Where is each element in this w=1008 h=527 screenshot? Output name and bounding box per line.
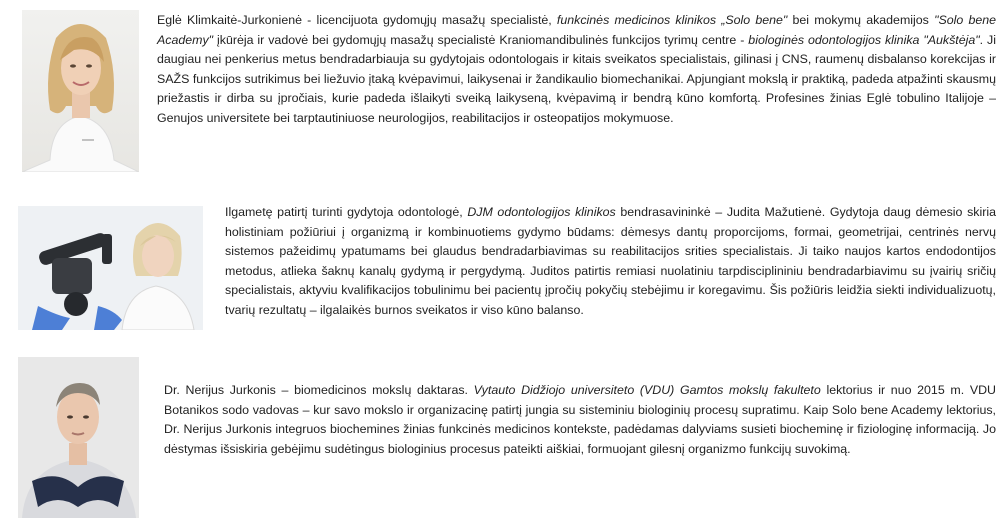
emphasized-text: "Solo bene Academy"	[157, 13, 997, 47]
dentist-with-microscope-image	[18, 206, 203, 330]
emphasized-text: funkcinės medicinos klinikos „Solo bene"	[556, 13, 788, 27]
text-run: bendrasavininkė – Judita Mažutienė. Gydytoja daug dėmesio skiria holistiniam požiūriui į organizmą ir kombinuotiems gydymo būdams: dėmesys dantų proporcijoms, formai, geometrijai, centrinės nervų sistemos pažeidimų ypatumams bei glaudus bendradarbiavimas su reabilitacijos srities specialistais. Ji taiko naujos kartos endodontijos metodus, atlieka šaknų kanalų gydymą ir pergydymą. Juditos patirtis remiasi nuolatiniu tarpdisciplininiu bendradarbiavimu su įvairių sričių specialistais, aktyviu kvalifikacijos tobulinimu bei pacientų įpročių pokyčių stebėjimu ir koregavimu. Šis požiūris leidžia siekti individualizuotų, tvarių rezultatų – ilgalaikės burnos sveikatos ir viso kūno balanso.	[225, 205, 996, 317]
portrait-photo	[22, 10, 139, 172]
text-run: Eglė Klimkaitė-Jurkonienė - licencijuota gydomųjų masažų specialistė,	[157, 13, 557, 27]
text-run: lektorius ir nuo 2015 m. VDU Botanikos sodo vadovas – kur savo mokslo ir organizacinę patirtį jungia su sisteminiu biologinių procesų supratimu. Kaip Solo bene Academy lektorius, Dr. Nerijus Jurkonis integruos biochemines žinias funkcinės medicinos kontekste, padėdamas dalyviams susieti biocheminę ir fiziologinę informaciją. Jo dėstymas išsiskiria gebėjimu sudėtingus biologinius procesus pateikti aiškiai, formuojant gilesnį organizmo funkcijų suvokimą.	[164, 383, 996, 456]
woman-portrait-image	[22, 10, 139, 172]
emphasized-text: Vytauto Didžiojo universiteto (VDU) Gamtos mokslų fakulteto	[473, 383, 821, 397]
text-run: Ilgametę patirtį turinti gydytoja odontologė,	[225, 205, 468, 219]
bio-text	[157, 11, 996, 129]
text-run: įkūrėja ir vadovė bei gydomųjų masažų specialistė Kraniomandibulinės funkcijos tyrimų centre -	[213, 32, 749, 47]
portrait-photo	[18, 206, 203, 330]
text-run: Dr. Nerijus Jurkonis – biomedicinos mokslų daktaras.	[164, 383, 474, 397]
emphasized-text: DJM odontologijos klinikos	[467, 205, 616, 219]
text-run: . Ji daugiau nei penkerius metus bendradarbiauja su gydytojais odontologais ir kitais sveikatos specialistais, gilinasi į CNS, raumenų disbalanso korekcijas ir SAŽS funkcijos sutrikimus bei liežuvio įtaką kvėpavimui, laikysenai ir žandikaulio biomechanikai. Apjungiant mokslą ir praktiką, padeda atpažinti skausmų priežastis ir dirba su įpročiais, kurie padeda išlaikyti sveiką laikyseną, kvėpavimą ir bendrą kūno komfortą. Profesines žinias Eglė tobulino Italijoje – Genujos universitete bei tarptautiniuose neurologijos, reabilitacijos ir osteopatijos mokymuose.	[157, 32, 996, 125]
man-portrait-image	[18, 357, 139, 518]
emphasized-text: biologinės odontologijos klinika "Aukštėja"	[748, 32, 980, 47]
bio-text	[225, 203, 996, 321]
text-run: bei mokymų akademijos	[787, 13, 935, 27]
bio-text	[164, 381, 996, 459]
portrait-photo	[18, 357, 139, 518]
